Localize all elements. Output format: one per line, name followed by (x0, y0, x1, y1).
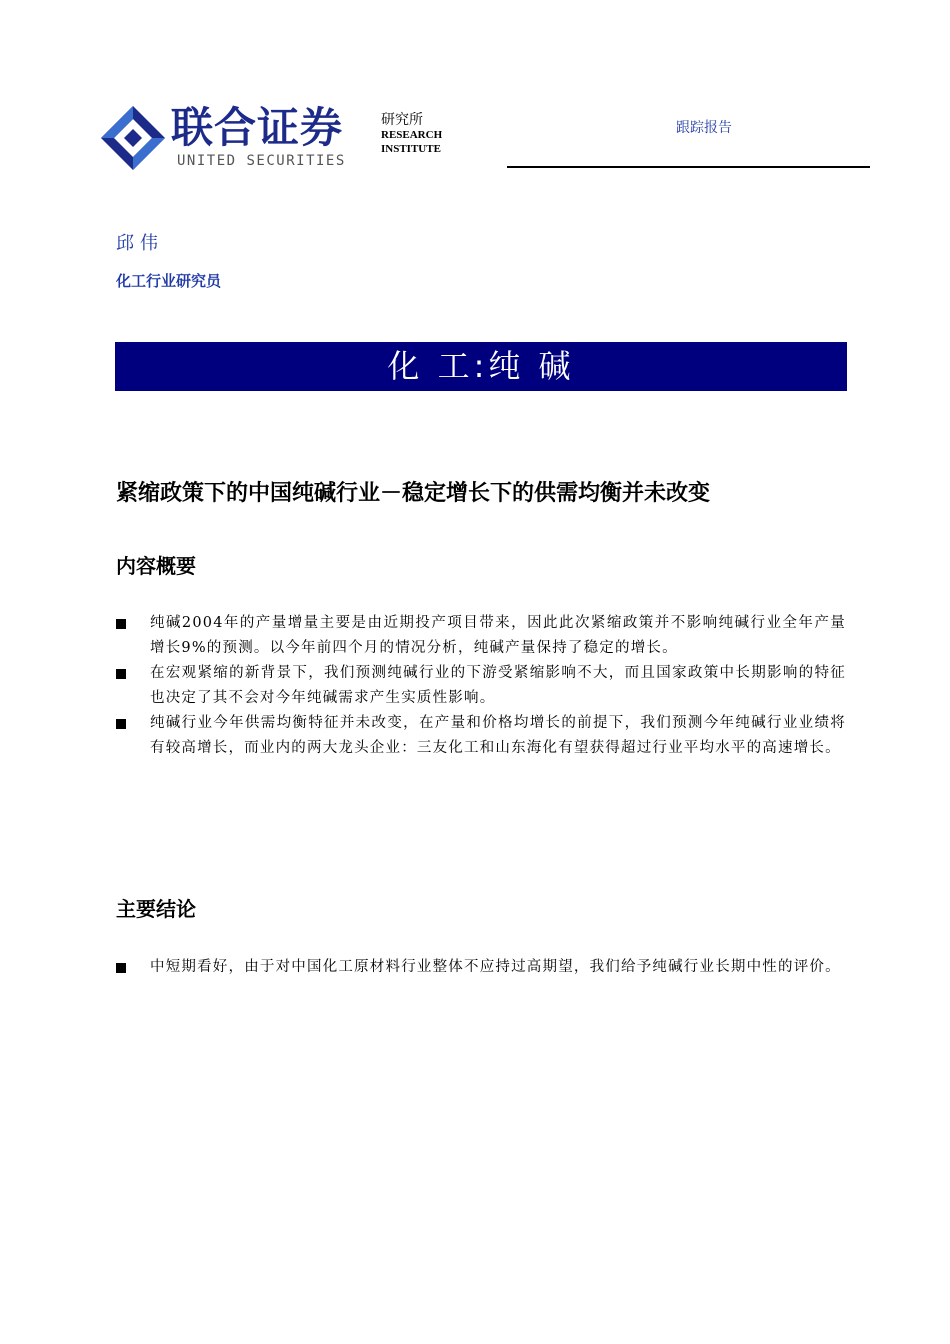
bullet-square-icon (116, 619, 126, 629)
logo-diamond-icon (100, 105, 166, 171)
author-title: 化工行业研究员 (116, 272, 222, 290)
logo-wordmark-cn: 联合证券 (171, 103, 344, 152)
summary-list-item: 纯碱行业今年供需均衡特征并未改变，在产量和价格均增长的前提下，我们预测今年纯碱行业业绩将有较高增长，而业内的两大龙头企业：三友化工和山东海化有望获得超过行业平均水平的高速增长。 (116, 711, 846, 761)
logo-wordmark-en: UNITED SECURITIES (177, 153, 346, 169)
institute-name-en-line2: INSTITUTE (381, 143, 441, 155)
institute-name-cn: 研究所 (381, 112, 423, 128)
summary-list-item: 纯碱2004年的产量增量主要是由近期投产项目带来，因此此次紧缩政策并不影响纯碱行业全年产量增长9%的预测。以今年前四个月的情况分析，纯碱产量保持了稳定的增长。 (116, 611, 846, 661)
institute-name-en-line1: RESEARCH (381, 129, 443, 141)
report-headline: 紧缩政策下的中国纯碱行业－稳定增长下的供需均衡并未改变 (116, 481, 711, 506)
sector-banner (115, 342, 847, 391)
summary-section-title: 内容概要 (116, 554, 196, 578)
summary-list (116, 611, 846, 761)
bullet-square-icon (116, 719, 126, 729)
conclusion-list (116, 955, 846, 980)
summary-list-item: 在宏观紧缩的新背景下，我们预测纯碱行业的下游受紧缩影响不大，而且国家政策中长期影响的特征也决定了其不会对今年纯碱需求产生实质性影响。 (116, 661, 846, 711)
conclusion-list-item: 中短期看好，由于对中国化工原材料行业整体不应持过高期望，我们给予纯碱行业长期中性的评价。 (116, 955, 846, 980)
report-type-label: 跟踪报告 (676, 120, 732, 136)
bullet-square-icon (116, 669, 126, 679)
conclusion-section-title: 主要结论 (116, 897, 196, 921)
header-divider (507, 166, 870, 168)
bullet-square-icon (116, 963, 126, 973)
sector-banner-text: 化 工:纯 碱 (387, 347, 575, 385)
author-name: 邱伟 (116, 233, 164, 254)
